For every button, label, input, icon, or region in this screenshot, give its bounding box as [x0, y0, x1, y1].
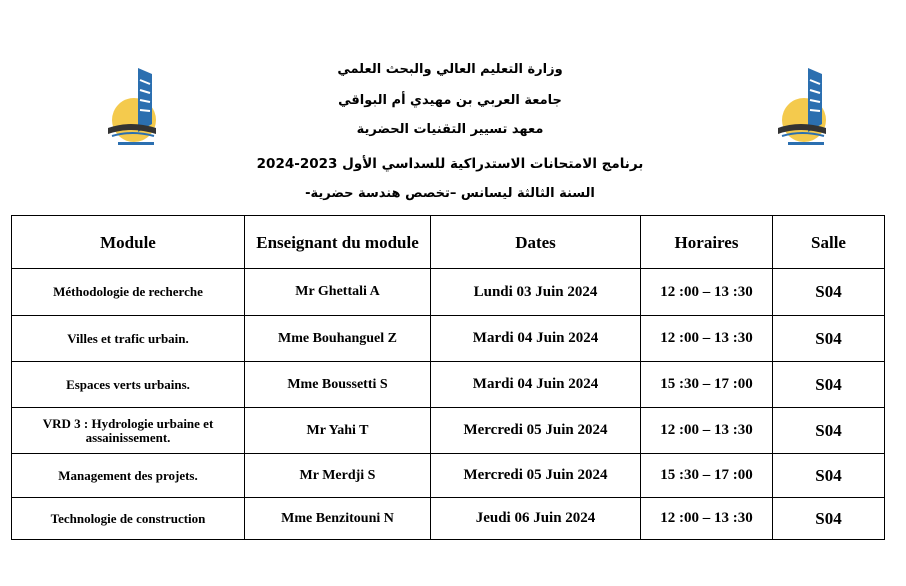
table-row — [12, 454, 885, 498]
module-cell: Méthodologie de recherche — [12, 269, 245, 316]
column-header-teacher: Enseignant du module — [245, 216, 431, 269]
university-title: جامعة العربي بن مهيدي أم البواقي — [338, 93, 562, 108]
ministry-title: وزارة التعليم العالي والبحث العلمي — [337, 62, 563, 77]
table-row — [12, 498, 885, 540]
room-cell: S04 — [773, 454, 885, 498]
module-cell: Management des projets. — [12, 454, 245, 498]
room-cell: S04 — [773, 316, 885, 362]
module-cell: VRD 3 : Hydrologie urbaine et assainissement. — [12, 408, 245, 454]
teacher-cell: Mme Boussetti S — [245, 362, 431, 408]
university-logo-icon — [100, 62, 172, 152]
level-title: السنة الثالثة ليسانس –تخصص هندسة حضرية- — [305, 186, 595, 201]
room-cell: S04 — [773, 498, 885, 540]
column-header-module: Module — [12, 216, 245, 269]
teacher-cell: Mr Yahi T — [245, 408, 431, 454]
university-logo-right — [770, 62, 842, 152]
time-cell: 12 :00 – 13 :30 — [641, 498, 773, 540]
column-header-room: Salle — [773, 216, 885, 269]
module-cell: Villes et trafic urbain. — [12, 316, 245, 362]
time-cell: 12 :00 – 13 :30 — [641, 316, 773, 362]
teacher-cell: Mr Ghettali A — [245, 269, 431, 316]
program-title: برنامج الامتحانات الاستدراكية للسداسي الأول 2023-2024 — [256, 156, 644, 172]
time-cell: 12 :00 – 13 :30 — [641, 408, 773, 454]
column-header-dates: Dates — [431, 216, 641, 269]
room-cell: S04 — [773, 362, 885, 408]
room-cell: S04 — [773, 408, 885, 454]
date-cell: Mercredi 05 Juin 2024 — [431, 454, 641, 498]
teacher-cell: Mr Merdji S — [245, 454, 431, 498]
institute-title: معهد تسيير التقنيات الحضرية — [356, 122, 544, 137]
date-cell: Mardi 04 Juin 2024 — [431, 316, 641, 362]
exam-schedule-table — [11, 215, 885, 540]
date-cell: Mardi 04 Juin 2024 — [431, 362, 641, 408]
time-cell: 15 :30 – 17 :00 — [641, 362, 773, 408]
university-logo-left — [100, 62, 172, 152]
room-cell: S04 — [773, 269, 885, 316]
table-row — [12, 316, 885, 362]
table-row — [12, 362, 885, 408]
table-header-row — [12, 216, 885, 269]
column-header-hours: Horaires — [641, 216, 773, 269]
date-cell: Mercredi 05 Juin 2024 — [431, 408, 641, 454]
teacher-cell: Mme Bouhanguel Z — [245, 316, 431, 362]
university-logo-icon — [770, 62, 842, 152]
table-row — [12, 408, 885, 454]
time-cell: 15 :30 – 17 :00 — [641, 454, 773, 498]
teacher-cell: Mme Benzitouni N — [245, 498, 431, 540]
date-cell: Jeudi 06 Juin 2024 — [431, 498, 641, 540]
time-cell: 12 :00 – 13 :30 — [641, 269, 773, 316]
module-cell: Espaces verts urbains. — [12, 362, 245, 408]
module-cell: Technologie de construction — [12, 498, 245, 540]
date-cell: Lundi 03 Juin 2024 — [431, 269, 641, 316]
table-row — [12, 269, 885, 316]
